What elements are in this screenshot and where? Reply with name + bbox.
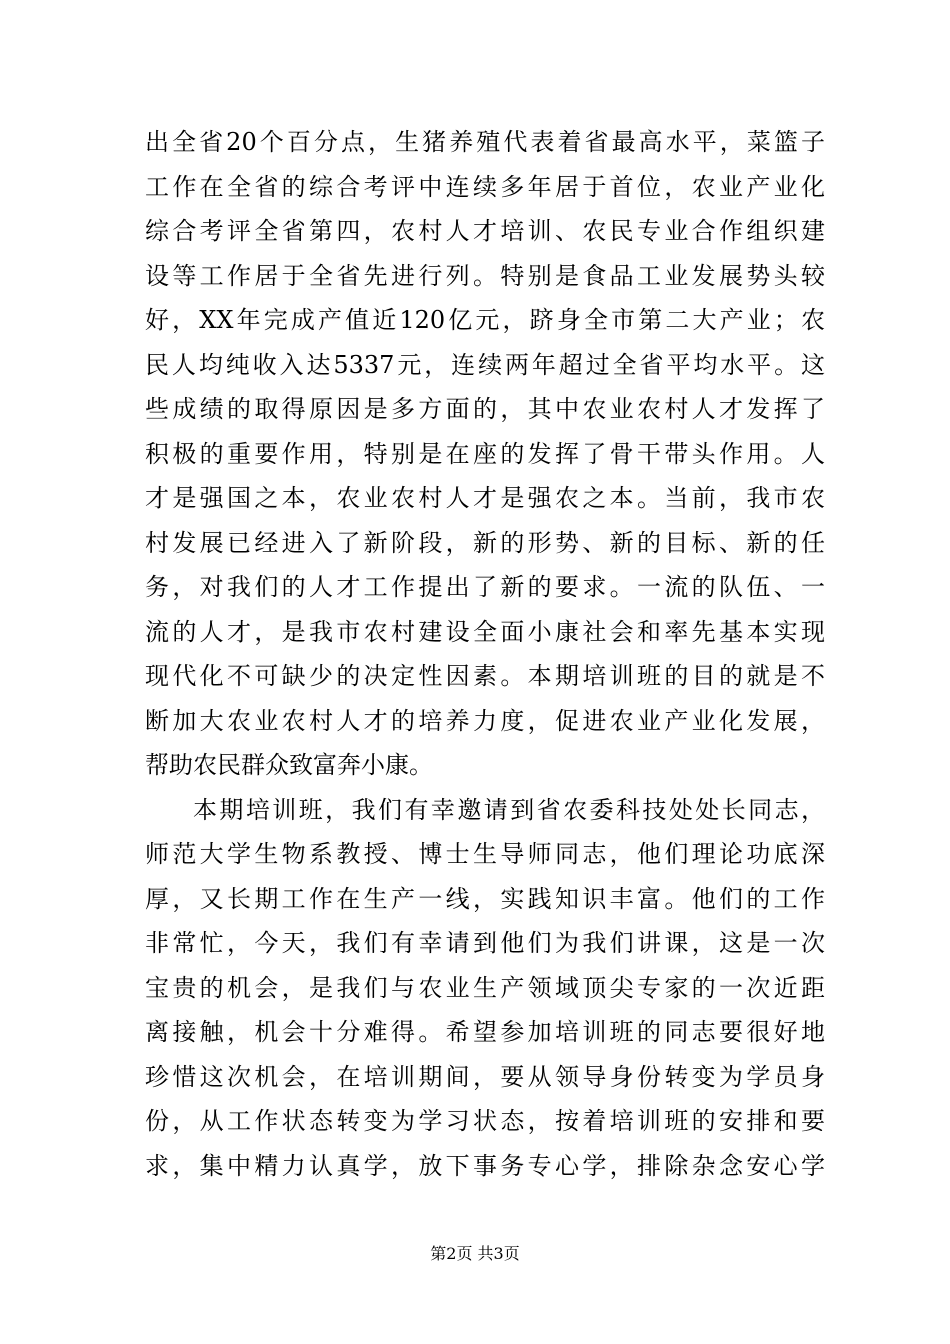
text-line: 民人均纯收入达5337元，连续两年超过全省平均水平。这 — [145, 350, 825, 379]
text-line: 好，XX年完成产值近120亿元，跻身全市第二大产业；农 — [145, 306, 825, 334]
text-line: 才是强国之本，农业农村人才是强农之本。当前，我市农 — [145, 484, 825, 512]
text-line: 珍惜这次机会，在培训期间，要从领导身份转变为学员身 — [145, 1062, 825, 1091]
text-line: 些成绩的取得原因是多方面的，其中农业农村人才发挥了 — [145, 395, 825, 423]
text-line: 宝贵的机会，是我们与农业生产领域顶尖专家的一次近距 — [145, 973, 825, 1002]
text-line: 现代化不可缺少的决定性因素。本期培训班的目的就是不 — [145, 662, 825, 690]
text-line: 断加大农业农村人才的培养力度，促进农业产业化发展， — [145, 706, 825, 735]
text-line: 村发展已经进入了新阶段，新的形势、新的目标、新的任 — [145, 528, 825, 557]
text-line: 师范大学生物系教授、博士生导师同志，他们理论功底深 — [145, 840, 825, 868]
text-line: 综合考评全省第四，农村人才培训、农民专业合作组织建 — [145, 217, 825, 245]
text-line: 本期培训班，我们有幸邀请到省农委科技处处长同志， — [193, 795, 825, 824]
text-line: 求，集中精力认真学，放下事务专心学，排除杂念安心学 — [145, 1151, 825, 1180]
text-line: 离接触，机会十分难得。希望参加培训班的同志要很好地 — [145, 1018, 825, 1046]
text-line: 设等工作居于全省先进行列。特别是食品工业发展势头较 — [145, 261, 825, 290]
body-text — [145, 120, 825, 1188]
text-line: 非常忙，今天，我们有幸请到他们为我们讲课，这是一次 — [145, 929, 825, 957]
text-line: 务，对我们的人才工作提出了新的要求。一流的队伍、一 — [145, 573, 825, 601]
text-line: 帮助农民群众致富奔小康。 — [145, 751, 433, 779]
text-line: 积极的重要作用，特别是在座的发挥了骨干带头作用。人 — [145, 439, 825, 468]
text-line: 出全省20个百分点，生猪养殖代表着省最高水平，菜篮子 — [145, 128, 825, 156]
page-footer: 第2页 共3页 — [430, 1244, 520, 1263]
text-line: 工作在全省的综合考评中连续多年居于首位，农业产业化 — [145, 172, 825, 201]
text-line: 厚，又长期工作在生产一线，实践知识丰富。他们的工作 — [145, 884, 825, 913]
text-line: 流的人才，是我市农村建设全面小康社会和率先基本实现 — [145, 617, 825, 646]
text-line: 份，从工作状态转变为学习状态，按着培训班的安排和要 — [145, 1107, 825, 1135]
